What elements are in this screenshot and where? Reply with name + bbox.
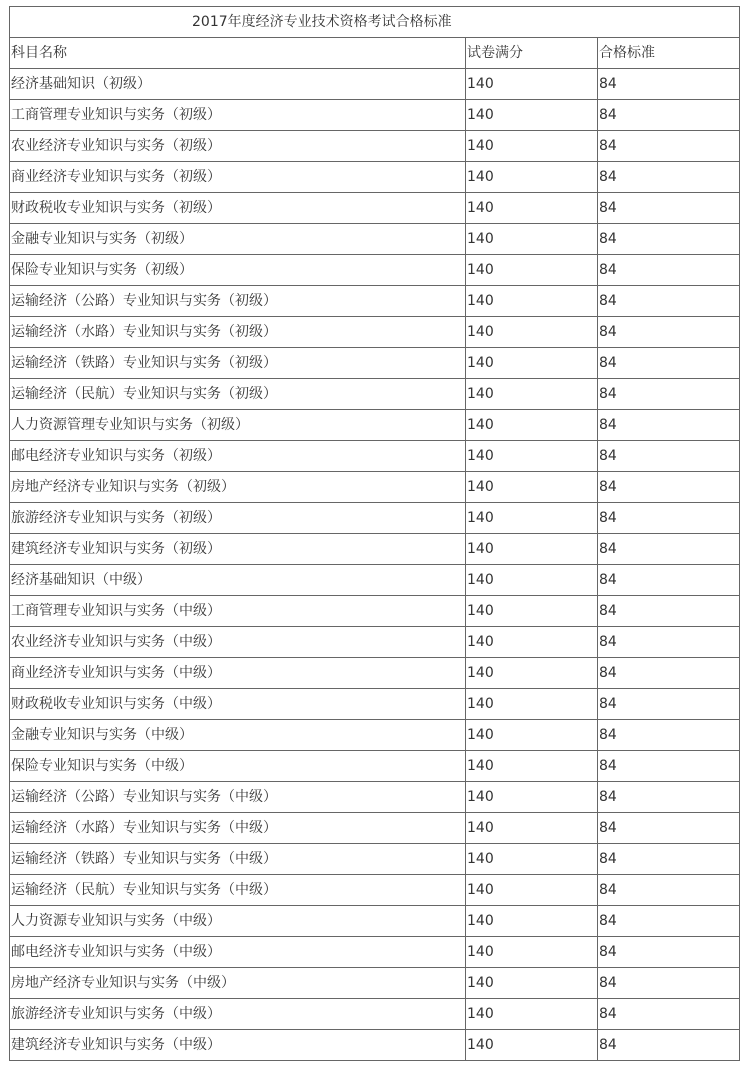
table-row	[10, 131, 740, 162]
table-row	[10, 441, 740, 472]
subject-cell: 农业经济专业知识与实务（初级）	[10, 131, 466, 162]
subject-cell: 房地产经济专业知识与实务（中级）	[10, 968, 466, 999]
table-row	[10, 875, 740, 906]
subject-cell: 工商管理专业知识与实务（中级）	[10, 596, 466, 627]
pass-standard-cell: 84	[598, 906, 740, 937]
subject-cell: 运输经济（铁路）专业知识与实务（中级）	[10, 844, 466, 875]
pass-standard-cell: 84	[598, 224, 740, 255]
table-row	[10, 410, 740, 441]
pass-standard-cell: 84	[598, 503, 740, 534]
pass-standard-cell: 84	[598, 472, 740, 503]
table-row	[10, 162, 740, 193]
pass-standard-cell: 84	[598, 596, 740, 627]
subject-cell: 人力资源管理专业知识与实务（初级）	[10, 410, 466, 441]
full-score-cell: 140	[466, 1030, 598, 1061]
table-row	[10, 782, 740, 813]
table-title-row	[10, 7, 740, 38]
subject-cell: 保险专业知识与实务（初级）	[10, 255, 466, 286]
table-row	[10, 627, 740, 658]
subject-cell: 经济基础知识（初级）	[10, 69, 466, 100]
pass-standard-cell: 84	[598, 162, 740, 193]
pass-standard-cell: 84	[598, 255, 740, 286]
pass-standard-cell: 84	[598, 875, 740, 906]
subject-cell: 财政税收专业知识与实务（初级）	[10, 193, 466, 224]
full-score-cell: 140	[466, 193, 598, 224]
table-row	[10, 193, 740, 224]
table-row	[10, 472, 740, 503]
subject-cell: 旅游经济专业知识与实务（初级）	[10, 503, 466, 534]
full-score-cell: 140	[466, 658, 598, 689]
full-score-cell: 140	[466, 782, 598, 813]
full-score-cell: 140	[466, 596, 598, 627]
subject-cell: 商业经济专业知识与实务（初级）	[10, 162, 466, 193]
subject-cell: 邮电经济专业知识与实务（初级）	[10, 441, 466, 472]
full-score-cell: 140	[466, 410, 598, 441]
pass-standard-cell: 84	[598, 565, 740, 596]
subject-cell: 运输经济（公路）专业知识与实务（中级）	[10, 782, 466, 813]
subject-cell: 运输经济（水路）专业知识与实务（中级）	[10, 813, 466, 844]
pass-standard-cell: 84	[598, 844, 740, 875]
full-score-cell: 140	[466, 720, 598, 751]
full-score-cell: 140	[466, 162, 598, 193]
full-score-cell: 140	[466, 286, 598, 317]
full-score-cell: 140	[466, 441, 598, 472]
table-row	[10, 999, 740, 1030]
table-row	[10, 255, 740, 286]
full-score-cell: 140	[466, 131, 598, 162]
table-row	[10, 720, 740, 751]
full-score-cell: 140	[466, 348, 598, 379]
pass-standard-cell: 84	[598, 689, 740, 720]
pass-standard-cell: 84	[598, 131, 740, 162]
full-score-cell: 140	[466, 100, 598, 131]
pass-standard-cell: 84	[598, 100, 740, 131]
subject-cell: 农业经济专业知识与实务（中级）	[10, 627, 466, 658]
table-row	[10, 658, 740, 689]
full-score-cell: 140	[466, 69, 598, 100]
pass-standard-cell: 84	[598, 999, 740, 1030]
subject-cell: 保险专业知识与实务（中级）	[10, 751, 466, 782]
full-score-cell: 140	[466, 224, 598, 255]
pass-standard-cell: 84	[598, 782, 740, 813]
full-score-cell: 140	[466, 844, 598, 875]
table-row	[10, 379, 740, 410]
pass-standard-cell: 84	[598, 720, 740, 751]
table-row	[10, 968, 740, 999]
pass-standard-cell: 84	[598, 441, 740, 472]
table-row	[10, 751, 740, 782]
pass-standard-cell: 84	[598, 627, 740, 658]
subject-cell: 建筑经济专业知识与实务（初级）	[10, 534, 466, 565]
pass-standard-cell: 84	[598, 348, 740, 379]
standards-table	[9, 6, 740, 1061]
table-row	[10, 286, 740, 317]
table-row	[10, 69, 740, 100]
subject-cell: 运输经济（民航）专业知识与实务（中级）	[10, 875, 466, 906]
full-score-cell: 140	[466, 813, 598, 844]
table-row	[10, 348, 740, 379]
pass-standard-cell: 84	[598, 658, 740, 689]
subject-cell: 运输经济（铁路）专业知识与实务（初级）	[10, 348, 466, 379]
pass-standard-cell: 84	[598, 317, 740, 348]
table-row	[10, 596, 740, 627]
subject-cell: 建筑经济专业知识与实务（中级）	[10, 1030, 466, 1061]
subject-cell: 商业经济专业知识与实务（中级）	[10, 658, 466, 689]
pass-standard-cell: 84	[598, 534, 740, 565]
table-title: 2017年度经济专业技术资格考试合格标准	[10, 7, 740, 38]
subject-cell: 经济基础知识（中级）	[10, 565, 466, 596]
table-row	[10, 565, 740, 596]
table-row	[10, 1030, 740, 1061]
pass-standard-cell: 84	[598, 410, 740, 441]
pass-standard-cell: 84	[598, 813, 740, 844]
table-row	[10, 689, 740, 720]
full-score-cell: 140	[466, 751, 598, 782]
pass-standard-cell: 84	[598, 193, 740, 224]
subject-cell: 财政税收专业知识与实务（中级）	[10, 689, 466, 720]
subject-cell: 邮电经济专业知识与实务（中级）	[10, 937, 466, 968]
full-score-cell: 140	[466, 255, 598, 286]
pass-standard-cell: 84	[598, 968, 740, 999]
full-score-cell: 140	[466, 968, 598, 999]
pass-standard-cell: 84	[598, 286, 740, 317]
full-score-cell: 140	[466, 906, 598, 937]
table-row	[10, 224, 740, 255]
subject-cell: 金融专业知识与实务（初级）	[10, 224, 466, 255]
pass-standard-cell: 84	[598, 751, 740, 782]
pass-standard-cell: 84	[598, 379, 740, 410]
subject-cell: 人力资源专业知识与实务（中级）	[10, 906, 466, 937]
full-score-cell: 140	[466, 317, 598, 348]
full-score-cell: 140	[466, 689, 598, 720]
header-full-score: 试卷满分	[466, 38, 598, 69]
subject-cell: 工商管理专业知识与实务（初级）	[10, 100, 466, 131]
table-row	[10, 813, 740, 844]
full-score-cell: 140	[466, 937, 598, 968]
subject-cell: 旅游经济专业知识与实务（中级）	[10, 999, 466, 1030]
full-score-cell: 140	[466, 379, 598, 410]
table-row	[10, 503, 740, 534]
pass-standard-cell: 84	[598, 937, 740, 968]
table-row	[10, 100, 740, 131]
pass-standard-cell: 84	[598, 69, 740, 100]
standards-table-container	[9, 6, 739, 1061]
subject-cell: 运输经济（民航）专业知识与实务（初级）	[10, 379, 466, 410]
full-score-cell: 140	[466, 875, 598, 906]
full-score-cell: 140	[466, 503, 598, 534]
subject-cell: 运输经济（公路）专业知识与实务（初级）	[10, 286, 466, 317]
full-score-cell: 140	[466, 627, 598, 658]
full-score-cell: 140	[466, 999, 598, 1030]
table-row	[10, 844, 740, 875]
full-score-cell: 140	[466, 565, 598, 596]
table-row	[10, 906, 740, 937]
pass-standard-cell: 84	[598, 1030, 740, 1061]
subject-cell: 房地产经济专业知识与实务（初级）	[10, 472, 466, 503]
header-pass-standard: 合格标准	[598, 38, 740, 69]
full-score-cell: 140	[466, 472, 598, 503]
table-row	[10, 534, 740, 565]
subject-cell: 运输经济（水路）专业知识与实务（初级）	[10, 317, 466, 348]
subject-cell: 金融专业知识与实务（中级）	[10, 720, 466, 751]
table-row	[10, 937, 740, 968]
table-row	[10, 317, 740, 348]
full-score-cell: 140	[466, 534, 598, 565]
table-header-row	[10, 38, 740, 69]
header-subject: 科目名称	[10, 38, 466, 69]
